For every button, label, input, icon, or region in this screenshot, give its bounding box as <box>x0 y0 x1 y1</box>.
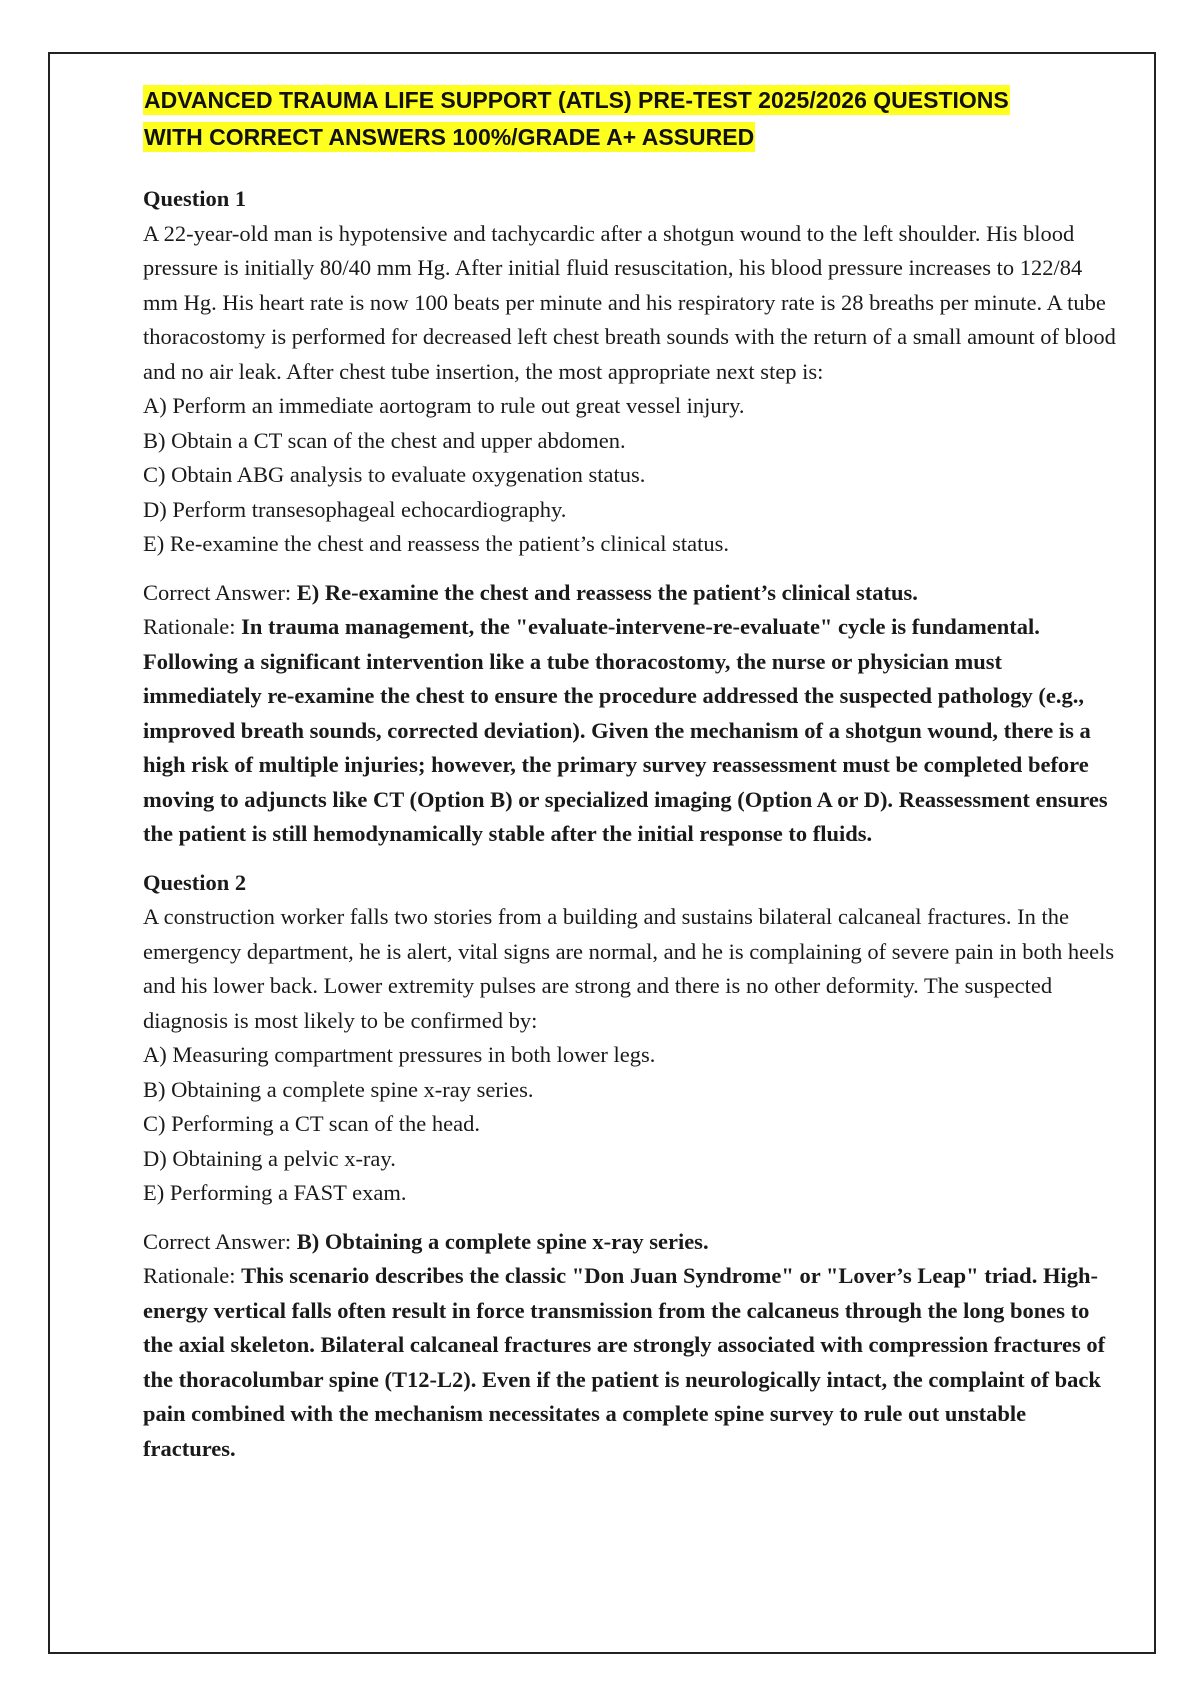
question-1-rationale-label: Rationale: <box>143 614 242 639</box>
question-2-rationale-text: This scenario describes the classic "Don Juan Syndrome" or "Lover’s Leap" triad. High-energy vertical falls often result in force transmission from the calcaneus through the long bones to the axial skeleton. Bilateral calcaneal fractures are strongly associated with compression fractures of the thoracolumbar spine (T12-L2). Even if the patient is neurologically intact, the complaint of back pain combined with the mechanism necessitates a complete spine survey to rule out unstable fractures. <box>143 1263 1106 1461</box>
question-1-answer <box>143 576 1118 611</box>
question-1-option-b: B) Obtain a CT scan of the chest and upper abdomen. <box>143 427 626 453</box>
question-2-option-d: D) Obtaining a pelvic x-ray. <box>143 1145 396 1171</box>
question-1-answer-text: E) Re-examine the chest and reassess the patient’s clinical status. <box>296 579 918 605</box>
question-1-heading: Question 1 <box>143 186 247 211</box>
title-line-1: ADVANCED TRAUMA LIFE SUPPORT (ATLS) PRE-TEST 2025/2026 QUESTIONS <box>144 87 1009 113</box>
question-2-option-b: B) Obtaining a complete spine x-ray series. <box>143 1076 534 1102</box>
question-2-stem: A construction worker falls two stories from a building and sustains bilateral calcaneal fractures. In the emergency department, he is alert, vital signs are normal, and he is complaining of severe pain in both heels and his lower back. Lower extremity pulses are strong and there is no other deformity. The suspected diagnosis is most likely to be confirmed by: <box>143 904 1115 1033</box>
question-1-stem: A 22-year-old man is hypotensive and tachycardic after a shotgun wound to the left shoulder. His blood pressure is initially 80/40 mm Hg. After initial fluid resuscitation, his blood pressure increases to 122/84 mm Hg. His heart rate is now 100 beats per minute and his respiratory rate is 28 breaths per minute. A tube thoracostomy is performed for decreased left chest breath sounds with the return of a small amount of blood and no air leak. After chest tube insertion, the most appropriate next step is: <box>143 220 1116 384</box>
question-2-option-a: A) Measuring compartment pressures in both lower legs. <box>143 1042 656 1067</box>
question-2-answer <box>143 1225 1118 1260</box>
question-2-heading: Question 2 <box>143 869 247 895</box>
question-1-option-a: A) Perform an immediate aortogram to rule out great vessel injury. <box>143 393 745 418</box>
question-1-rationale <box>143 610 1118 852</box>
question-2 <box>143 866 1118 1467</box>
question-1-option-d: D) Perform transesophageal echocardiography. <box>143 496 567 522</box>
question-2-rationale <box>143 1259 1118 1466</box>
question-1 <box>143 182 1118 852</box>
title-line-2: WITH CORRECT ANSWERS 100%/GRADE A+ ASSURED <box>144 124 755 150</box>
question-2-option-c: C) Performing a CT scan of the head. <box>143 1111 480 1136</box>
question-1-option-e: E) Re-examine the chest and reassess the patient’s clinical status. <box>143 531 730 556</box>
question-2-rationale-label: Rationale: <box>143 1263 242 1288</box>
question-2-answer-label: Correct Answer: <box>143 1228 297 1254</box>
document-content <box>143 82 1118 1480</box>
question-1-option-c: C) Obtain ABG analysis to evaluate oxygenation status. <box>143 462 646 487</box>
question-2-answer-text: B) Obtaining a complete spine x-ray series. <box>296 1228 709 1254</box>
question-1-answer-label: Correct Answer: <box>143 579 297 605</box>
question-1-rationale-text: In trauma management, the "evaluate-intervene-re-evaluate" cycle is fundamental. Following a significant intervention like a tube thoracostomy, the nurse or physician must immediately re-examine the chest to ensure the procedure addressed the suspected pathology (e.g., improved breath sounds, corrected deviation). Given the mechanism of a shotgun wound, there is a high risk of multiple injuries; however, the primary survey reassessment must be completed before moving to adjuncts like CT (Option B) or specialized imaging (Option A or D). Reassessment ensures the patient is still hemodynamically stable after the initial response to fluids. <box>143 614 1108 846</box>
document-page <box>48 52 1156 1654</box>
document-title <box>143 82 1118 156</box>
question-2-option-e: E) Performing a FAST exam. <box>143 1180 407 1205</box>
